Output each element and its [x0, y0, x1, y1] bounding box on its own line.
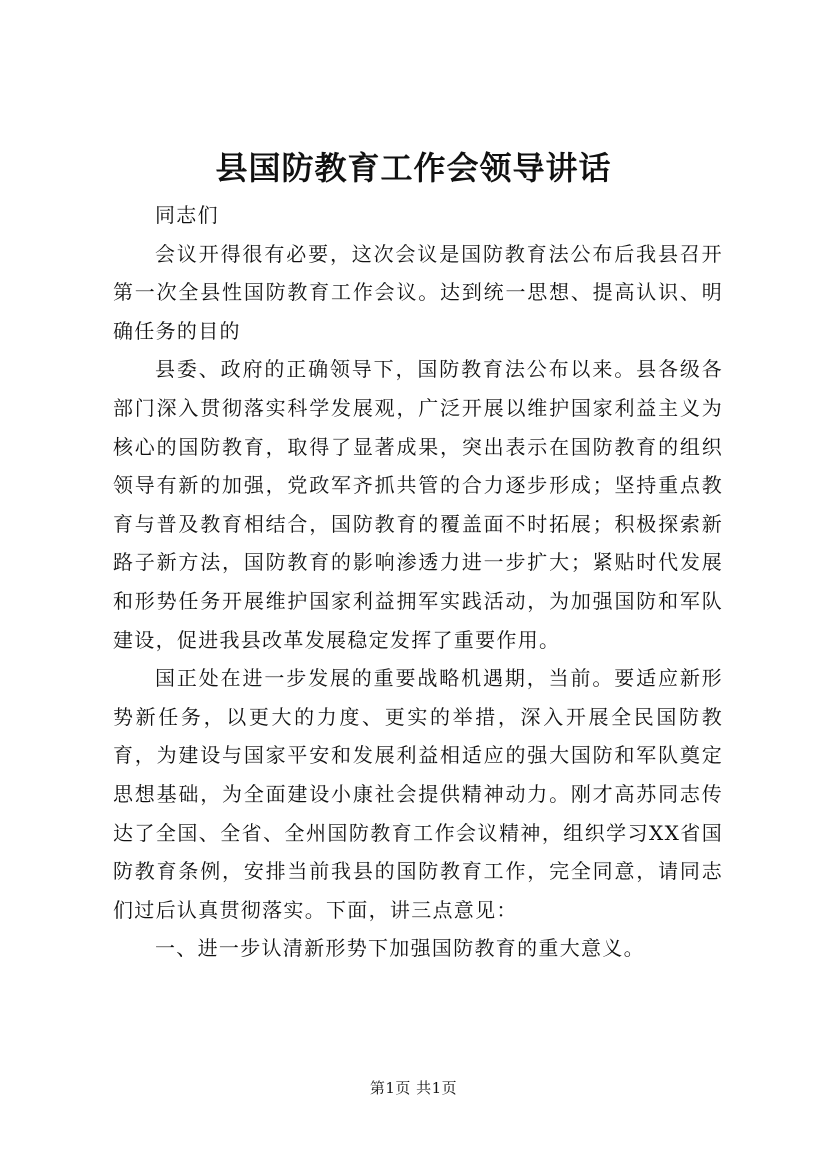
document-body — [113, 196, 723, 968]
paragraph-4: 一、进一步认清新形势下加强国防教育的重大意义。 — [155, 936, 645, 961]
salutation: 同志们 — [155, 203, 219, 227]
page-title: 县国防教育工作会领导讲话 — [215, 149, 612, 187]
paragraph-3: 国正处在进一步发展的重要战略机遇期，当前。要适应新形势新任务，以更大的力度、更实的举措，深入开展全民国防教育，为建设与国家平安和发展利益相适应的强大国防和军队奠定思想基础，为全面建设小康社会提供精神动力。刚才高苏同志传达了全国、全省、全州国防教育工作会议精神，组织学习XX省国防教育条例，安排当前我县的国防教育工作，完全同意，请同志们过后认真贯彻落实。下面，讲三点意见： — [113, 666, 723, 922]
page-footer: 第1页 共1页 — [369, 1079, 458, 1097]
paragraph-1: 会议开得很有必要，这次会议是国防教育法公布后我县召开第一次全县性国防教育工作会议。达到统一思想、提高认识、明确任务的目的 — [113, 241, 723, 343]
paragraph-2: 县委、政府的正确领导下，国防教育法公布以来。县各级各部门深入贯彻落实科学发展观，广泛开展以维护国家利益主义为核心的国防教育，取得了显著成果，突出表示在国防教育的组织领导有新的加强，党政军齐抓共管的合力逐步形成；坚持重点教育与普及教育相结合，国防教育的覆盖面不时拓展；积极探索新路子新方法，国防教育的影响渗透力进一步扩大；紧贴时代发展和形势任务开展维护国家利益拥军实践活动，为加强国防和军队建设，促进我县改革发展稳定发挥了重要作用。 — [113, 357, 723, 652]
